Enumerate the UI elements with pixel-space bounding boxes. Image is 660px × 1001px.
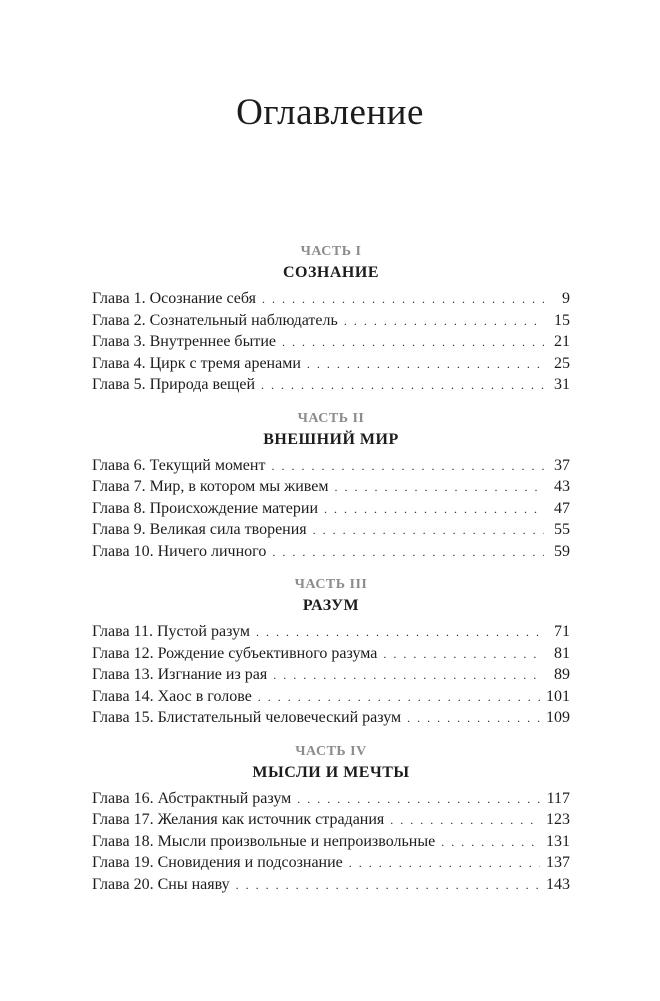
page-number: 25: [554, 354, 570, 372]
page-number: 21: [554, 333, 570, 350]
toc-entry[interactable]: [92, 788, 570, 810]
part-title: ВНЕШНИЙ МИР: [263, 430, 399, 448]
dot-leader: [407, 708, 540, 730]
chapter-title: Глава 16. Абстрактный разум: [92, 789, 292, 807]
dot-leader: [271, 456, 544, 478]
page-number: 89: [554, 666, 570, 683]
toc-entry[interactable]: [92, 621, 570, 643]
chapter-title: Глава 1. Осознание себя: [92, 290, 256, 307]
page-number: 109: [546, 709, 570, 726]
chapter-title: Глава 3. Внутреннее бытие: [92, 333, 276, 350]
dot-leader: [324, 499, 544, 521]
dot-leader: [273, 665, 544, 687]
chapter-title: Глава 7. Мир, в котором мы живем: [92, 478, 329, 495]
chapter-title: Глава 4. Цирк с тремя аренами: [92, 354, 301, 372]
part-4: [92, 742, 570, 896]
chapter-title: Глава 6. Текущий момент: [92, 456, 266, 474]
page-number: 15: [554, 311, 570, 329]
part-3: [92, 575, 570, 729]
part-title: СОЗНАНИЕ: [282, 264, 379, 281]
toc-entry[interactable]: [92, 498, 570, 520]
dot-leader: [261, 375, 544, 397]
page-number: 143: [546, 875, 570, 893]
part-title: МЫСЛИ И МЕЧТЫ: [252, 763, 410, 781]
chapter-title: Глава 14. Хаос в голове: [92, 687, 252, 705]
page-number: 37: [554, 456, 570, 474]
toc-entry[interactable]: [92, 852, 570, 874]
chapter-title: Глава 19. Сновидения и подсознание: [92, 854, 343, 871]
page-number: 31: [554, 376, 570, 393]
dot-leader: [334, 477, 544, 499]
chapter-title: Глава 13. Изгнание из рая: [92, 666, 268, 683]
dot-leader: [262, 289, 544, 311]
page-number: 117: [546, 789, 570, 807]
page-number: 71: [554, 623, 570, 640]
toc-entry[interactable]: [92, 374, 570, 396]
toc-entry[interactable]: [92, 455, 570, 477]
part-label: ЧАСТЬ III: [294, 577, 368, 592]
toc-entry[interactable]: [92, 353, 570, 375]
part-label: ЧАСТЬ IV: [295, 743, 367, 759]
page-title: Оглавление: [236, 92, 424, 133]
chapter-title: Глава 18. Мысли произвольные и непроизвольные: [92, 832, 436, 850]
page-number: 9: [562, 290, 570, 307]
chapter-title: Глава 17. Желания как источник страдания: [92, 811, 385, 828]
toc-entry[interactable]: [92, 664, 570, 686]
dot-leader: [349, 853, 540, 875]
toc-entry[interactable]: [92, 519, 570, 541]
dot-leader: [344, 311, 544, 333]
chapter-title: Глава 15. Блистательный человеческий разум: [92, 709, 402, 726]
dot-leader: [307, 354, 544, 376]
dot-leader: [282, 332, 544, 354]
toc-entry[interactable]: [92, 288, 570, 310]
part-1: [92, 242, 570, 396]
toc-entry[interactable]: [92, 809, 570, 831]
page-number: 81: [554, 644, 570, 662]
dot-leader: [313, 520, 544, 542]
page-number: 123: [546, 811, 570, 828]
chapter-title: Глава 5. Природа вещей: [92, 376, 256, 393]
part-label: ЧАСТЬ I: [300, 244, 362, 259]
toc-entry[interactable]: [92, 686, 570, 708]
chapter-title: Глава 2. Сознательный наблюдатель: [92, 311, 338, 329]
dot-leader: [297, 789, 540, 811]
page-number: 43: [554, 478, 570, 495]
part-label: ЧАСТЬ II: [297, 410, 365, 426]
chapter-title: Глава 9. Великая сила творения: [92, 521, 307, 538]
toc-entry[interactable]: [92, 831, 570, 853]
toc-entry[interactable]: [92, 707, 570, 729]
chapter-title: Глава 10. Ничего личного: [92, 542, 267, 560]
dot-leader: [383, 644, 544, 666]
dot-leader: [272, 542, 544, 564]
page-number: 137: [546, 854, 570, 871]
part-2: [92, 409, 570, 563]
dot-leader: [441, 832, 540, 854]
chapter-title: Глава 20. Сны наяву: [92, 875, 230, 893]
chapter-title: Глава 12. Рождение субъективного разума: [92, 644, 378, 662]
toc-entry[interactable]: [92, 643, 570, 665]
toc-entry[interactable]: [92, 331, 570, 353]
chapter-title: Глава 8. Происхождение материи: [92, 499, 319, 517]
dot-leader: [258, 687, 540, 709]
toc-entry[interactable]: [92, 541, 570, 563]
page-number: 59: [554, 542, 570, 560]
dot-leader: [390, 810, 540, 832]
page-number: 101: [546, 687, 570, 705]
page-number: 131: [546, 832, 570, 850]
chapter-title: Глава 11. Пустой разум: [92, 623, 250, 640]
toc-entry[interactable]: [92, 476, 570, 498]
toc-entry[interactable]: [92, 874, 570, 896]
part-title: РАЗУМ: [302, 597, 360, 614]
toc-entry[interactable]: [92, 310, 570, 332]
table-of-contents: [92, 242, 570, 908]
dot-leader: [236, 875, 540, 897]
dot-leader: [256, 622, 544, 644]
page-number: 47: [554, 499, 570, 517]
page-number: 55: [554, 521, 570, 538]
